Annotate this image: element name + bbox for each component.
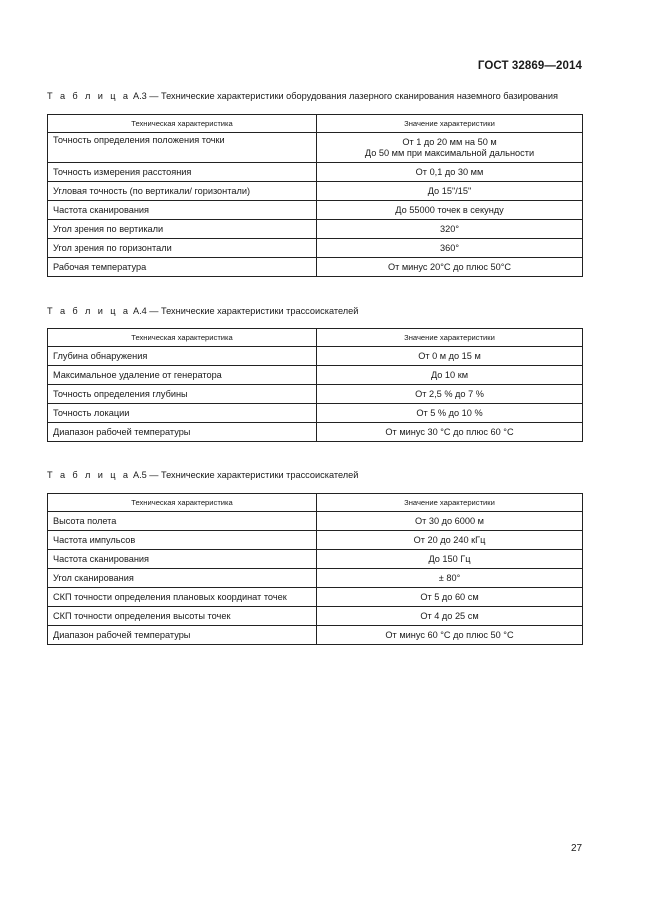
row-characteristic: Угол зрения по горизонтали (48, 239, 317, 258)
table-a4-caption (47, 306, 358, 316)
table-a5-caption-text: А.5 — Технические характеристики трассоискателей (132, 470, 359, 480)
table-a5-caption-label: Т а б л и ц а (47, 470, 131, 480)
table-row (48, 347, 583, 366)
table-row (48, 201, 583, 220)
column-header-characteristic: Техническая характеристика (48, 329, 317, 347)
row-value: 320° (317, 220, 583, 239)
row-characteristic: Угловая точность (по вертикали/ горизонтали) (48, 182, 317, 201)
column-header-value: Значение характеристики (317, 329, 583, 347)
table-row (48, 239, 583, 258)
row-value: 360° (317, 239, 583, 258)
row-value: От 0 м до 15 м (317, 347, 583, 366)
row-value: До 10 км (317, 366, 583, 385)
row-value: От минус 60 °С до плюс 50 °С (317, 626, 583, 645)
row-value: От минус 20°С до плюс 50°С (317, 258, 583, 277)
table-row (48, 550, 583, 569)
row-value: От 5 до 60 см (317, 588, 583, 607)
row-value: До 150 Гц (317, 550, 583, 569)
table-a4-caption-label: Т а б л и ц а (47, 306, 131, 316)
table-row (48, 220, 583, 239)
row-value: От 4 до 25 см (317, 607, 583, 626)
table-row (48, 607, 583, 626)
table-row (48, 133, 583, 163)
column-header-characteristic: Техническая характеристика (48, 494, 317, 512)
row-characteristic: Точность локации (48, 404, 317, 423)
row-characteristic: Частота импульсов (48, 531, 317, 550)
table-a5-caption (47, 470, 358, 480)
row-value-line1: От 1 до 20 мм на 50 м (402, 136, 497, 147)
row-value: От 30 до 6000 м (317, 512, 583, 531)
table-a4-caption-text: А.4 — Технические характеристики трассоискателей (132, 306, 359, 316)
column-header-value: Значение характеристики (317, 115, 583, 133)
table-row (48, 588, 583, 607)
table-row (48, 366, 583, 385)
table-a4 (47, 328, 583, 442)
row-characteristic: Точность измерения расстояния (48, 163, 317, 182)
table-row (48, 404, 583, 423)
document-code: ГОСТ 32869—2014 (477, 60, 582, 72)
row-characteristic: Рабочая температура (48, 258, 317, 277)
row-value: ± 80° (317, 569, 583, 588)
row-value: От 20 до 240 кГц (317, 531, 583, 550)
row-characteristic: Высота полета (48, 512, 317, 531)
row-value: До 55000 точек в секунду (317, 201, 583, 220)
page-number: 27 (571, 843, 583, 854)
table-a3-caption (47, 91, 558, 101)
column-header-characteristic: Техническая характеристика (48, 115, 317, 133)
table-row (48, 569, 583, 588)
row-value: От 2,5 % до 7 % (317, 385, 583, 404)
row-value (317, 133, 583, 163)
table-row (48, 385, 583, 404)
table-a3-caption-text: А.3 — Технические характеристики оборудования лазерного сканирования наземного базирования (132, 91, 558, 101)
row-value: От минус 30 °С до плюс 60 °С (317, 423, 583, 442)
table-row (48, 512, 583, 531)
table-a3-caption-label: Т а б л и ц а (47, 91, 131, 101)
column-header-value: Значение характеристики (317, 494, 583, 512)
row-characteristic: Глубина обнаружения (48, 347, 317, 366)
row-characteristic: Частота сканирования (48, 201, 317, 220)
table-row (48, 182, 583, 201)
table-header-row (48, 115, 583, 133)
table-header-row (48, 494, 583, 512)
row-characteristic: Диапазон рабочей температуры (48, 423, 317, 442)
table-row (48, 258, 583, 277)
row-value: От 5 % до 10 % (317, 404, 583, 423)
row-characteristic: Угол сканирования (48, 569, 317, 588)
table-row (48, 423, 583, 442)
row-characteristic: Точность определения глубины (48, 385, 317, 404)
row-characteristic: Диапазон рабочей температуры (48, 626, 317, 645)
table-a3 (47, 114, 583, 277)
row-characteristic: Точность определения положения точки (48, 133, 317, 163)
row-characteristic: Частота сканирования (48, 550, 317, 569)
row-value: От 0,1 до 30 мм (317, 163, 583, 182)
table-a5 (47, 493, 583, 645)
row-value: До 15"/15" (317, 182, 583, 201)
table-row (48, 531, 583, 550)
row-characteristic: Угол зрения по вертикали (48, 220, 317, 239)
row-characteristic: Максимальное удаление от генератора (48, 366, 317, 385)
row-characteristic: СКП точности определения плановых координат точек (48, 588, 317, 607)
table-row (48, 626, 583, 645)
table-header-row (48, 329, 583, 347)
row-characteristic: СКП точности определения высоты точек (48, 607, 317, 626)
table-row (48, 163, 583, 182)
row-value-line2: До 50 мм при максимальной дальности (364, 147, 535, 158)
